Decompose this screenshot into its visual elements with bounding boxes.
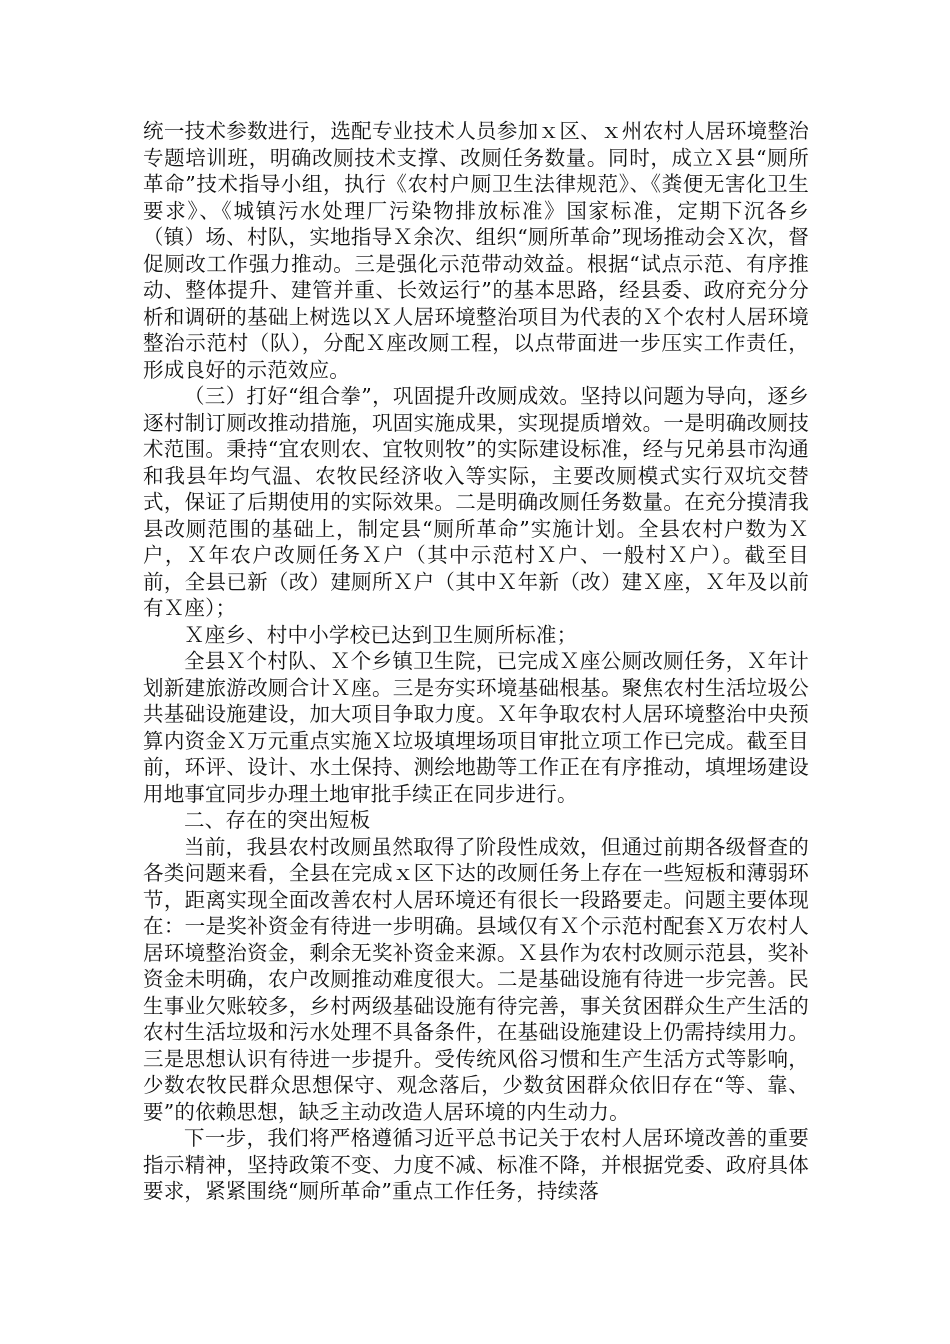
paragraph-public-toilets: 全县Ｘ个村队、Ｘ个乡镇卫生院，已完成Ｘ座公厕改厕任务，Ｘ年计划新建旅游改厕合计Ｘ座。三是夯实环境基础根基。聚焦农村生活垃圾公共基础设施建设，加大项目争取力度。Ｘ年争取农村人居环境整治中央预算内资金Ｘ万元重点实施Ｘ垃圾填埋场项目审批立项工作已完成。截至目前，环评、设计、水土保持、测绘地勘等工作正在有序推动，填埋场建设用地事宜同步办理土地审批手续正在同步进行。: [143, 649, 809, 806]
paragraph-continuation: 统一技术参数进行，选配专业技术人员参加ｘ区、ｘ州农村人居环境整治专题培训班，明确改厕技术支撑、改厕任务数量。同时，成立Ｘ县“厕所革命”技术指导小组，执行《农村户厕卫生法律规范》、《粪便无害化卫生要求》、《城镇污水处理厂污染物排放标准》国家标准，定期下沉各乡（镇）场、村队，实地指导Ｘ余次、组织“厕所革命”现场推动会Ｘ次，督促厕改工作强力推动。三是强化示范带动效益。根据“试点示范、有序推动、整体提升、建管并重、长效运行”的基本思路，经县委、政府充分分析和调研的基础上树选以Ｘ人居环境整治项目为代表的Ｘ个农村人居环境整治示范村（队），分配Ｘ座改厕工程，以点带面进一步压实工作责任，形成良好的示范效应。: [143, 119, 809, 382]
paragraph-next-steps: 下一步，我们将严格遵循习近平总书记关于农村人居环境改善的重要指示精神，坚持政策不变、力度不减、标准不降，并根据党委、政府具体要求，紧紧围绕“厕所革命”重点工作任务，持续落: [143, 1126, 809, 1203]
document-body: [143, 118, 809, 1205]
paragraph-schools: Ｘ座乡、村中小学校已达到卫生厕所标准；: [184, 622, 578, 647]
section-heading-shortcomings: 二、存在的突出短板: [184, 808, 371, 832]
paragraph-shortcomings: 当前，我县农村改厕虽然取得了阶段性成效，但通过前期各级督查的各类问题来看，全县在完成ｘ区下达的改厕任务上存在一些短板和薄弱环节，距离实现全面改善农村人居环境还有很长一段路要走。问题主要体现在：一是奖补资金有待进一步明确。县域仅有Ｘ个示范村配套Ｘ万农村人居环境整治资金，剩余无奖补资金来源。Ｘ县作为农村改厕示范县，奖补资金未明确，农户改厕推动难度很大。二是基础设施有待进一步完善。民生事业欠账较多，乡村两级基础设施有待完善，事关贫困群众生产生活的农村生活垃圾和污水处理不具备条件，在基础设施建设上仍需持续用力。三是思想认识有待进一步提升。受传统风俗习惯和生产生活方式等影响，少数农牧民群众思想保守、观念落后，少数贫困群众依旧存在“等、靠、要”的依赖思想，缺乏主动改造人居环境的内生动力。: [143, 834, 809, 1124]
paragraph-section-three: （三）打好“组合拳”，巩固提升改厕成效。坚持以问题为导向，逐乡逐村制订厕改推动措施，巩固实施成果，实现提质增效。一是明确改厕技术范围。秉持“宜农则农、宜牧则牧”的实际建设标准，经与兄弟县市沟通和我县年均气温、农牧民经济收入等实际，主要改厕模式实行双坑交替式，保证了后期使用的实际效果。二是明确改厕任务数量。在充分摸清我县改厕范围的基础上，制定县“厕所革命”实施计划。全县农村户数为Ｘ户，Ｘ年农户改厕任务Ｘ户（其中示范村Ｘ户、一般村Ｘ户）。截至目前，全县已新（改）建厕所Ｘ户（其中Ｘ年新（改）建Ｘ座，Ｘ年及以前有Ｘ座）；: [143, 384, 809, 620]
